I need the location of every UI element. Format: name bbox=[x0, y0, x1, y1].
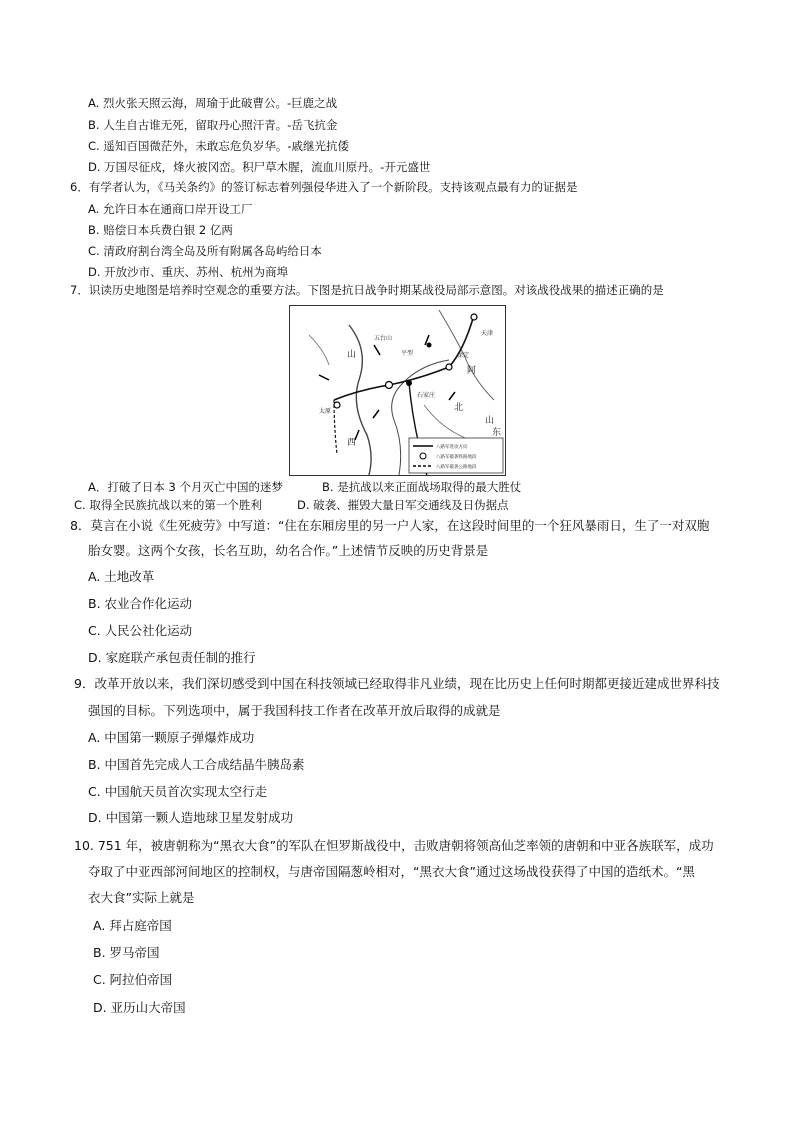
map-label: 山 bbox=[485, 416, 495, 426]
q9-stem-line2: 强国的目标。下列选项中，属于我国科技工作者在改革开放后取得的成就是 bbox=[88, 703, 501, 718]
q7-option-b: B. 是抗战以来正面战场取得的最大胜仗 bbox=[322, 480, 522, 494]
q6-option-b: B. 赔偿日本兵费白银 2 亿两 bbox=[88, 223, 233, 237]
map-label: 五台山 bbox=[374, 335, 393, 342]
q8-stem-line1: 8．莫言在小说《生死疲劳》中写道：“住在东厢房里的另一户人家，在这段时间里的一个狂风暴雨日，生了一对双胞 bbox=[70, 518, 710, 533]
q9-option-c: C. 中国航天员首次实现太空行走 bbox=[88, 784, 268, 799]
q8-stem-line2: 胎女婴。这两个女孩，长名互助，幼名合作。”上述情节反映的历史背景是 bbox=[88, 543, 489, 558]
legend-item: 八路军破袭公路地段 bbox=[436, 465, 477, 470]
q10-stem-line1: 10. 751 年，被唐朝称为“黑衣大食”的军队在怛罗斯战役中，击败唐朝将领高仙芝率领的唐朝和中亚各族联军，成功 bbox=[74, 838, 714, 853]
q9-option-b: B. 中国首先完成人工合成结晶牛胰岛素 bbox=[88, 757, 305, 772]
q6-stem: 6．有学者认为，《马关条约》的签订标志着列强侵华进入了一个新阶段。支持该观点最有力的证据是 bbox=[70, 180, 578, 194]
q10-stem-line2: 夺取了中亚西部河间地区的控制权，与唐帝国隔葱岭相对，“黑衣大食”通过这场战役获得了中国的造纸术。“黑 bbox=[88, 864, 695, 879]
q8-option-b: B. 农业合作化运动 bbox=[88, 596, 193, 611]
legend-item: 八路军进攻方向 bbox=[436, 445, 468, 450]
q9-stem-line1: 9．改革开放以来，我们深切感受到中国在科技领域已经取得非凡业绩，现在比历史上任何时期都更接近建成世界科技 bbox=[74, 676, 720, 691]
map-label: 山 bbox=[347, 350, 357, 360]
q5-option-c: C. 遥知百国微茫外，未敢忘危负岁华。-戚继光抗倭 bbox=[88, 139, 349, 153]
q10-stem-line3: 衣大食”实际上就是 bbox=[88, 890, 195, 905]
q7-option-c: C. 取得全民族抗战以来的第一个胜利 bbox=[74, 498, 262, 512]
q7-option-a: A．打破了日本 3 个月灭亡中国的迷梦 bbox=[88, 480, 283, 494]
q5-option-d: D. 万国尽征戍，烽火被冈峦。积尸草木腥，流血川原丹。-开元盛世 bbox=[88, 160, 431, 174]
legend-item: 八路军破袭铁路地段 bbox=[436, 455, 477, 460]
map-label: 平型 bbox=[401, 350, 414, 357]
q8-option-a: A. 土地改革 bbox=[88, 569, 155, 584]
q7-option-d: D. 破袭、摧毁大量日军交通线及日伪据点 bbox=[297, 498, 509, 512]
map-label: 太原 bbox=[319, 408, 332, 415]
q6-option-a: A. 允许日本在通商口岸开设工厂 bbox=[88, 202, 253, 216]
q8-option-d: D. 家庭联产承包责任制的推行 bbox=[88, 650, 256, 665]
map-label: 石家庄 bbox=[417, 392, 436, 399]
q10-option-c: C. 阿拉伯帝国 bbox=[93, 972, 173, 987]
q9-option-d: D. 中国第一颗人造地球卫星发射成功 bbox=[88, 810, 294, 825]
q5-option-b: B. 人生自古谁无死，留取丹心照汗青。-岳飞抗金 bbox=[88, 118, 338, 132]
map-label: 北 bbox=[454, 403, 464, 413]
q10-option-a: A. 拜占庭帝国 bbox=[93, 918, 172, 933]
map-label: 天津 bbox=[481, 330, 494, 337]
q10-option-b: B. 罗马帝国 bbox=[93, 945, 160, 960]
battle-map bbox=[289, 305, 506, 476]
q6-option-d: D. 开放沙市、重庆、苏州、杭州为商埠 bbox=[88, 265, 289, 279]
q6-option-c: C. 清政府割台湾全岛及所有附属各岛屿给日本 bbox=[88, 244, 322, 258]
q9-option-a: A. 中国第一颗原子弹爆炸成功 bbox=[88, 730, 255, 745]
map-label: 保定 bbox=[457, 352, 470, 359]
map-label: 西 bbox=[347, 438, 357, 448]
q10-option-d: D. 亚历山大帝国 bbox=[93, 1000, 186, 1015]
map-label: 阿 bbox=[467, 366, 477, 376]
q8-option-c: C. 人民公社化运动 bbox=[88, 623, 193, 638]
q7-stem: 7．识读历史地图是培养时空观念的重要方法。下图是抗日战争时期某战役局部示意图。对该战役战果的描述正确的是 bbox=[70, 283, 664, 297]
map-label: 东 bbox=[492, 428, 502, 438]
q5-option-a: A. 烈火张天照云海，周瑜于此破曹公。-巨鹿之战 bbox=[88, 96, 338, 110]
